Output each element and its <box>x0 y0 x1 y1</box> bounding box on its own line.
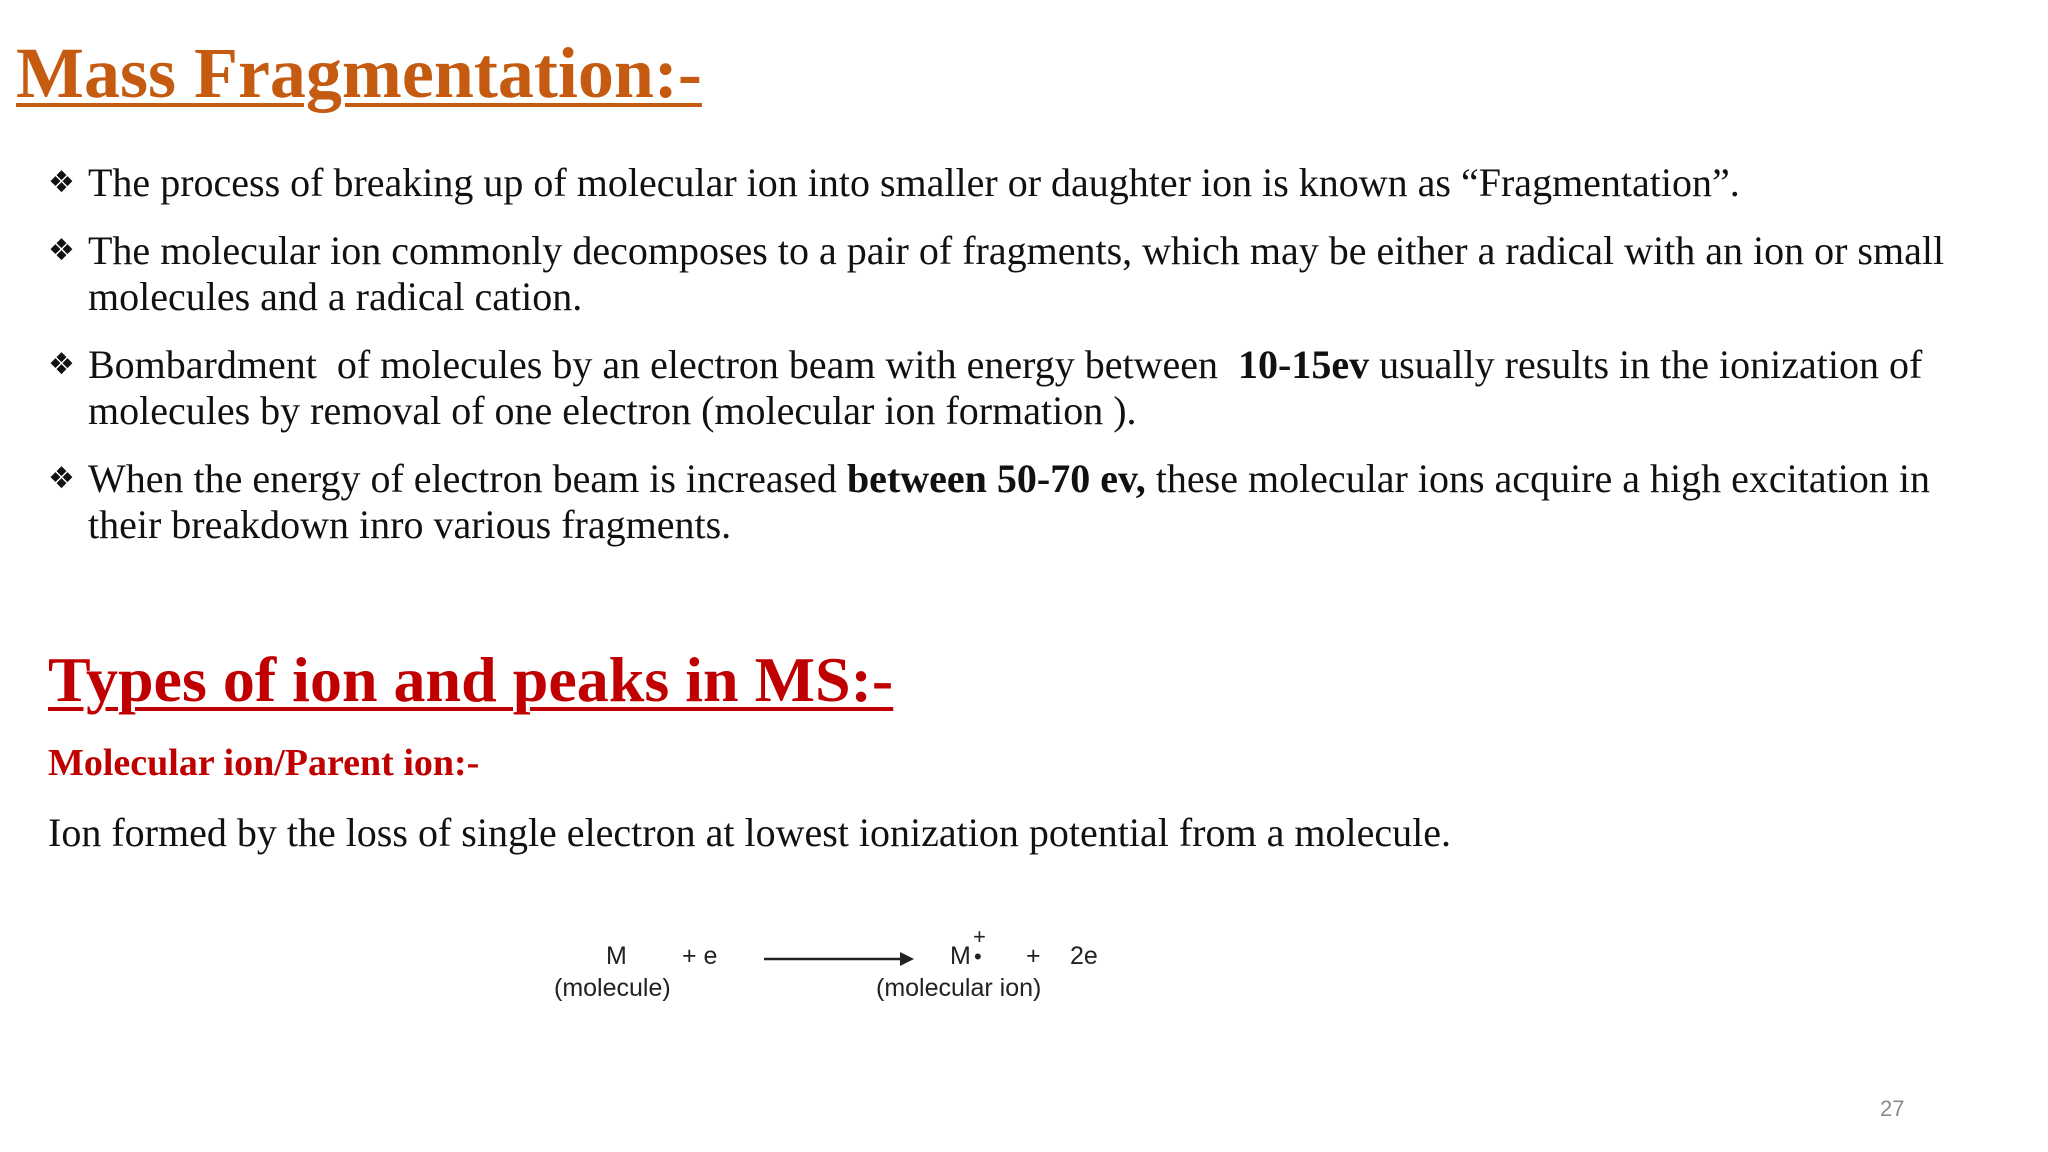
energy-range-low: 10-15ev <box>1238 342 1370 387</box>
bullet-item <box>48 228 2008 320</box>
four-diamond-bullet-icon: ❖ <box>48 461 75 496</box>
product-label: (molecular ion) <box>876 974 1042 1002</box>
bullet-text: Bombardment of molecules by an electron beam with energy between <box>88 342 1238 387</box>
product-symbol: M <box>950 942 971 970</box>
page-number: 27 <box>1880 1096 1905 1121</box>
reactant-symbol: M <box>606 942 627 970</box>
bullet-item <box>48 342 2008 434</box>
product-radical-dot: • <box>974 944 982 969</box>
reactant-label: (molecule) <box>554 974 671 1002</box>
subsection-title: Molecular ion/Parent ion:- <box>48 742 480 784</box>
bullet-text: The molecular ion commonly decomposes to a pair of fragments, which may be either a radical with an ion or small molecules and a radical cation. <box>88 228 1945 319</box>
ionization-equation <box>540 924 1120 1010</box>
bullet-item <box>48 160 2008 206</box>
four-diamond-bullet-icon: ❖ <box>48 233 75 268</box>
product-charge: + <box>973 924 986 949</box>
plus-sign: + <box>1026 942 1041 970</box>
bullet-item <box>48 456 2008 548</box>
slide-title: Mass Fragmentation:- <box>16 33 702 113</box>
bullet-list <box>48 160 2008 570</box>
bullet-text: these molecular ions acquire a high excitation in their breakdown inro various fragments. <box>88 456 1930 547</box>
two-electrons: 2e <box>1070 942 1098 970</box>
bullet-text: usually results in the ionization of molecules by removal of one electron (molecular ion formation ). <box>88 342 1923 433</box>
bullet-text: The process of breaking up of molecular ion into smaller or daughter ion is known as “Fragmentation”. <box>88 160 1740 205</box>
bullet-text: When the energy of electron beam is increased <box>88 456 847 501</box>
plus-electron: + e <box>682 942 718 970</box>
four-diamond-bullet-icon: ❖ <box>48 347 75 382</box>
four-diamond-bullet-icon: ❖ <box>48 165 75 200</box>
definition-text: Ion formed by the loss of single electron at lowest ionization potential from a molecule. <box>48 810 1451 855</box>
reaction-arrow-icon <box>764 950 914 968</box>
energy-range-high: between 50-70 ev, <box>846 456 1146 501</box>
section-title: Types of ion and peaks in MS:- <box>48 644 894 715</box>
